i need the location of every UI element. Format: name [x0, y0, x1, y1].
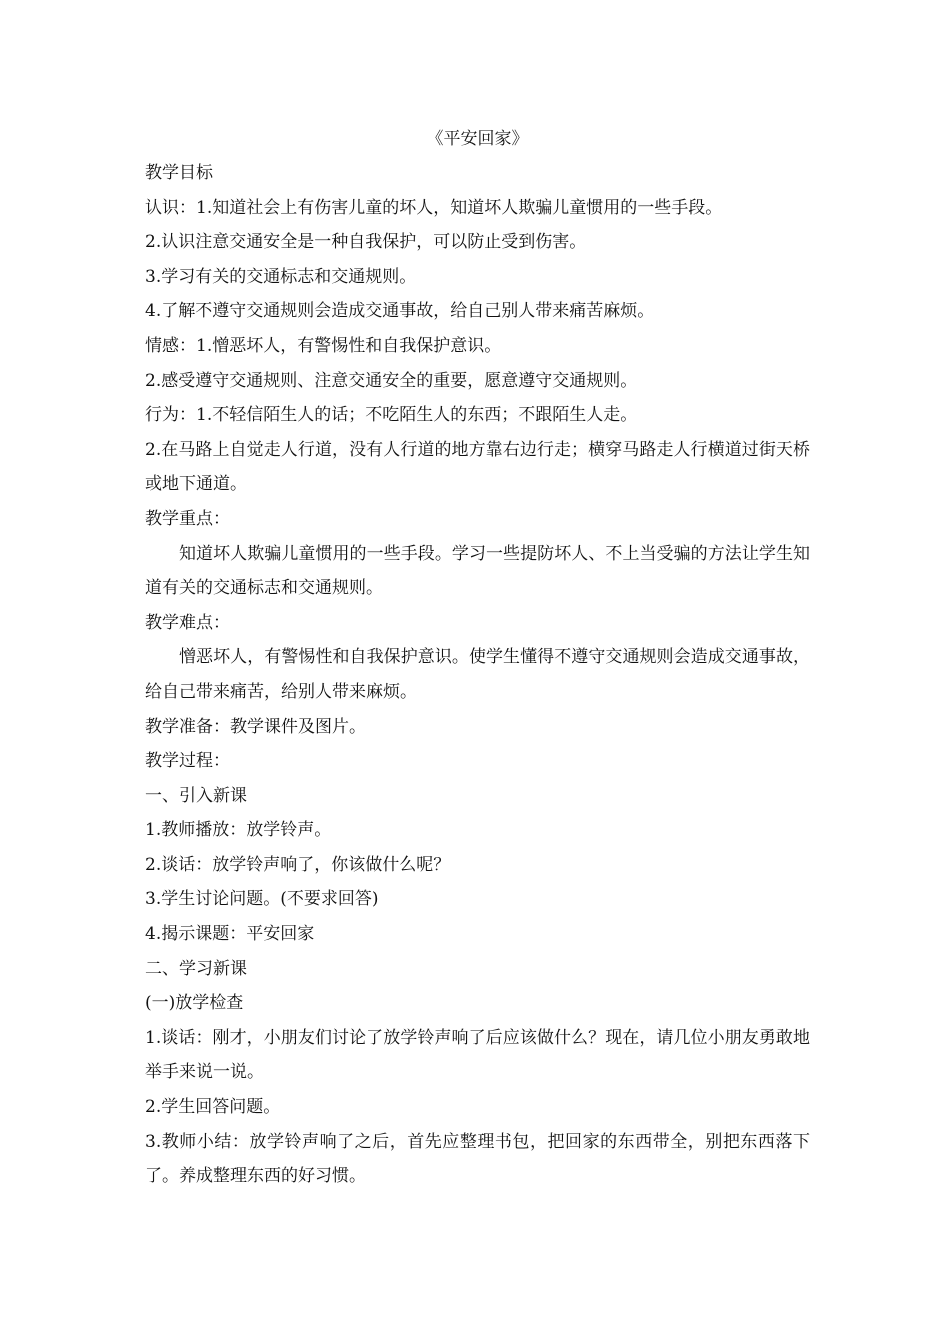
check-step-3: 3.教师小结：放学铃声响了之后，首先应整理书包，把回家的东西带全，别把东西落下了。养成整理东西的好习惯。 [145, 1131, 810, 1187]
teaching-preparation: 教学准备：教学课件及图片。 [145, 716, 366, 737]
goal-cognition-3: 3.学习有关的交通标志和交通规则。 [145, 266, 417, 287]
goal-emotion-2: 2.感受遵守交通规则、注意交通安全的重要，愿意遵守交通规则。 [145, 370, 638, 391]
document-body [145, 156, 810, 1194]
document-title: 《平安回家》 [426, 129, 529, 149]
subsection-check: (一)放学检查 [145, 993, 244, 1014]
intro-step-1: 1.教师播放：放学铃声。 [145, 820, 332, 841]
goal-cognition-2: 2.认识注意交通安全是一种自我保护，可以防止受到伤害。 [145, 232, 587, 253]
heading-teaching-process: 教学过程： [145, 751, 230, 772]
section-new-lesson: 二、学习新课 [145, 958, 247, 979]
check-step-1: 1.谈话：刚才，小朋友们讨论了放学铃声响了后应该做什么？现在，请几位小朋友勇敢地举手来说一说。 [145, 1027, 810, 1083]
intro-step-3: 3.学生讨论问题。(不要求回答) [145, 889, 379, 910]
goal-emotion-1: 情感：1.憎恶坏人，有警惕性和自我保护意识。 [145, 335, 502, 356]
heading-difficulties: 教学难点： [145, 612, 230, 633]
document-page [145, 122, 810, 1194]
key-points-text: 知道坏人欺骗儿童惯用的一些手段。学习一些提防坏人、不上当受骗的方法让学生知道有关的交通标志和交通规则。 [145, 543, 810, 599]
check-step-2: 2.学生回答问题。 [145, 1097, 281, 1118]
goal-cognition-4: 4.了解不遵守交通规则会造成交通事故，给自己别人带来痛苦麻烦。 [145, 301, 655, 322]
goal-cognition-1: 认识：1.知道社会上有伤害儿童的坏人，知道坏人欺骗儿童惯用的一些手段。 [145, 197, 723, 218]
difficulties-text: 憎恶坏人，有警惕性和自我保护意识。使学生懂得不遵守交通规则会造成交通事故，给自己带来痛苦，给别人带来麻烦。 [145, 647, 810, 702]
goal-behavior-2: 2.在马路上自觉走人行道，没有人行道的地方靠右边行走；横穿马路走人行横道过街天桥或地下通道。 [145, 439, 810, 495]
heading-key-points: 教学重点： [145, 508, 230, 529]
intro-step-4: 4.揭示课题：平安回家 [145, 924, 315, 945]
heading-teaching-goals: 教学目标 [145, 163, 213, 183]
intro-step-2: 2.谈话：放学铃声响了，你该做什么呢？ [145, 854, 451, 875]
goal-behavior-1: 行为：1.不轻信陌生人的话；不吃陌生人的东西；不跟陌生人走。 [145, 405, 638, 426]
section-intro: 一、引入新课 [145, 785, 247, 806]
